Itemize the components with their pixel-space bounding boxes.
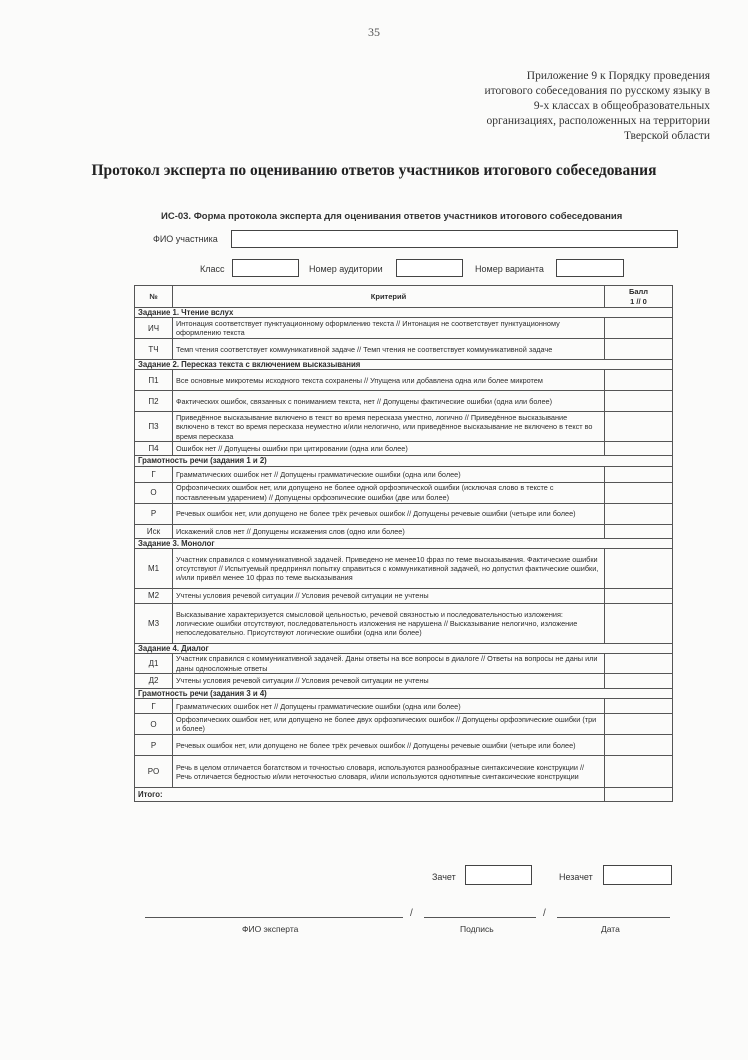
header-score-label: Балл — [628, 287, 649, 297]
score-cell[interactable] — [605, 503, 673, 524]
criterion-code: ИЧ — [135, 318, 173, 339]
score-cell[interactable] — [605, 466, 673, 482]
date-label: Дата — [601, 924, 620, 934]
score-cell[interactable] — [605, 482, 673, 503]
header-score — [605, 286, 673, 308]
criterion-code: Р — [135, 503, 173, 524]
class-field[interactable] — [232, 259, 299, 277]
fail-box[interactable] — [603, 865, 672, 885]
score-cell[interactable] — [605, 548, 673, 588]
criterion-text: Все основные микротемы исходного текста сохранены // Упущена или добавлена одна или более микротем — [173, 370, 605, 391]
criterion-code: РО — [135, 756, 173, 788]
criterion-text: Ошибок нет // Допущены ошибки при цитировании (одна или более) — [173, 442, 605, 456]
criterion-code: П1 — [135, 370, 173, 391]
pass-box[interactable] — [465, 865, 532, 885]
criterion-code: Р — [135, 735, 173, 756]
section-heading: Задание 3. Монолог — [135, 538, 673, 548]
criterion-text: Участник справился с коммуникативной задачей. Приведено не менее10 фраз по теме высказывания. Фактические ошибки отсутствуют // Испытуемый предпринял попытку справиться с коммуникативной задачей, но допустил фактические ошибки, и/или привёл менее 10 фраз по теме высказывания — [173, 548, 605, 588]
criterion-text: Фактических ошибок, связанных с пониманием текста, нет // Допущены фактические ошибки (одна или более) — [173, 391, 605, 412]
signature-separator: / — [543, 908, 546, 919]
variant-field[interactable] — [556, 259, 624, 277]
signature-separator: / — [410, 908, 413, 919]
score-cell[interactable] — [605, 674, 673, 689]
section-heading: Грамотность речи (задания 1 и 2) — [135, 456, 673, 466]
criterion-code: О — [135, 482, 173, 503]
table-row — [135, 588, 673, 603]
score-cell[interactable] — [605, 318, 673, 339]
section-heading: Задание 4. Диалог — [135, 643, 673, 653]
score-cell[interactable] — [605, 391, 673, 412]
criterion-code: М2 — [135, 588, 173, 603]
header-score-range: 1 // 0 — [630, 296, 647, 306]
criterion-code: П2 — [135, 391, 173, 412]
score-cell[interactable] — [605, 603, 673, 643]
criterion-text: Речевых ошибок нет, или допущено не более трёх речевых ошибок // Допущены речевые ошибки (четыре или более) — [173, 735, 605, 756]
table-row — [135, 442, 673, 456]
criterion-text: Высказывание характеризуется смысловой цельностью, речевой связностью и последовательностью изложения: логические ошибки отсутствуют, последовательность изложения не нарушена // Высказывание нелогично, изложение непоследовательно. Присутствуют логические ошибки (одна или более) — [173, 603, 605, 643]
fio-field[interactable] — [231, 230, 678, 248]
table-header — [135, 286, 673, 308]
form-title: ИС-03. Форма протокола эксперта для оценивания ответов участников итогового собеседования — [161, 211, 623, 222]
criterion-code: Г — [135, 699, 173, 714]
appendix-line: итогового собеседования по русскому языку в — [484, 85, 710, 97]
criterion-text: Учтены условия речевой ситуации // Условия речевой ситуации не учтены — [173, 588, 605, 603]
header-criterion: Критерий — [173, 286, 605, 308]
table-row — [135, 603, 673, 643]
total-score-cell[interactable] — [605, 788, 673, 802]
criterion-text: Учтены условия речевой ситуации // Условия речевой ситуации не учтены — [173, 674, 605, 689]
class-label: Класс — [200, 264, 225, 274]
room-label: Номер аудитории — [309, 264, 383, 274]
page-number: 35 — [368, 25, 380, 39]
table-row — [135, 503, 673, 524]
pass-label: Зачет — [432, 872, 456, 882]
criterion-code: П4 — [135, 442, 173, 456]
score-cell[interactable] — [605, 442, 673, 456]
criteria-table — [134, 285, 673, 802]
table-row — [135, 654, 673, 674]
criterion-code: Д2 — [135, 674, 173, 689]
table-row — [135, 714, 673, 735]
table-row — [135, 699, 673, 714]
signature-line[interactable] — [424, 917, 536, 918]
criterion-text: Искажений слов нет // Допущены искажения слов (одно или более) — [173, 524, 605, 538]
expert-name-label: ФИО эксперта — [242, 924, 299, 934]
criterion-text: Речевых ошибок нет, или допущено не более трёх речевых ошибок // Допущены речевые ошибки (четыре или более) — [173, 503, 605, 524]
score-cell[interactable] — [605, 370, 673, 391]
appendix-line: организациях, расположенных на территории — [486, 115, 710, 127]
criterion-text: Приведённое высказывание включено в текст во время пересказа уместно, логично // Приведённое высказывание включено в текст во время пересказа неуместно и/или нелогично, или приведённое высказывание не включено в текст во время пересказа — [173, 412, 605, 442]
criterion-text: Грамматических ошибок нет // Допущены грамматические ошибки (одна или более) — [173, 699, 605, 714]
appendix-line: 9-х классах в общеобразовательных — [533, 100, 710, 112]
score-cell[interactable] — [605, 699, 673, 714]
table-row — [135, 482, 673, 503]
criterion-text: Участник справился с коммуникативной задачей. Даны ответы на все вопросы в диалоге // Ответы на вопросы не даны или даны односложные ответы — [173, 654, 605, 674]
criterion-text: Темп чтения соответствует коммуникативной задаче // Темп чтения не соответствует коммуникативной задаче — [173, 339, 605, 360]
variant-label: Номер варианта — [475, 264, 544, 274]
table-row — [135, 391, 673, 412]
criterion-code: П3 — [135, 412, 173, 442]
table-row — [135, 524, 673, 538]
score-cell[interactable] — [605, 735, 673, 756]
section-heading: Задание 1. Чтение вслух — [135, 308, 673, 318]
criterion-code: М3 — [135, 603, 173, 643]
criterion-text: Орфоэпических ошибок нет, или допущено не более двух орфоэпических ошибок // Допущены орфоэпические ошибки (три и более) — [173, 714, 605, 735]
date-line[interactable] — [557, 917, 670, 918]
score-cell[interactable] — [605, 524, 673, 538]
criterion-code: Д1 — [135, 654, 173, 674]
appendix-note — [430, 69, 710, 144]
table-row — [135, 339, 673, 360]
criterion-code: М1 — [135, 548, 173, 588]
appendix-line: Приложение 9 к Порядку проведения — [526, 70, 710, 82]
table-row — [135, 318, 673, 339]
criterion-text: Орфоэпических ошибок нет, или допущено не более одной орфоэпической ошибки (исключая слово в тексте с поставленным ударением) // Допущены орфоэпические ошибки (две или более) — [173, 482, 605, 503]
score-cell[interactable] — [605, 756, 673, 788]
score-cell[interactable] — [605, 588, 673, 603]
criterion-text: Речь в целом отличается богатством и точностью словаря, используются разнообразные синтаксические конструкции // Речь отличается бедностью и/или неточностью словаря, и/или используются однотипные синтаксические конструкции — [173, 756, 605, 788]
total-label: Итого: — [135, 788, 605, 802]
score-cell[interactable] — [605, 714, 673, 735]
table-row — [135, 370, 673, 391]
criterion-code: Иск — [135, 524, 173, 538]
criterion-text: Грамматических ошибок нет // Допущены грамматические ошибки (одна или более) — [173, 466, 605, 482]
table-row — [135, 756, 673, 788]
table-row — [135, 735, 673, 756]
appendix-line: Тверской области — [624, 130, 710, 142]
table-row — [135, 674, 673, 689]
criterion-code: ТЧ — [135, 339, 173, 360]
section-heading: Грамотность речи (задания 3 и 4) — [135, 689, 673, 699]
expert-name-line[interactable] — [145, 917, 403, 918]
header-number: № — [135, 286, 173, 308]
room-field[interactable] — [396, 259, 463, 277]
score-cell[interactable] — [605, 412, 673, 442]
fail-label: Незачет — [559, 872, 593, 882]
criterion-code: Г — [135, 466, 173, 482]
document-title: Протокол эксперта по оцениванию ответов участников итогового собеседования — [91, 162, 657, 179]
table-row — [135, 548, 673, 588]
score-cell[interactable] — [605, 654, 673, 674]
table-row — [135, 412, 673, 442]
total-row — [135, 788, 673, 802]
fio-label: ФИО участника — [153, 234, 218, 244]
criterion-code: О — [135, 714, 173, 735]
score-cell[interactable] — [605, 339, 673, 360]
section-heading: Задание 2. Пересказ текста с включением высказывания — [135, 360, 673, 370]
signature-label: Подпись — [460, 924, 494, 934]
table-row — [135, 466, 673, 482]
criterion-text: Интонация соответствует пунктуационному оформлению текста // Интонация не соответствует пунктуационному оформлению текста — [173, 318, 605, 339]
